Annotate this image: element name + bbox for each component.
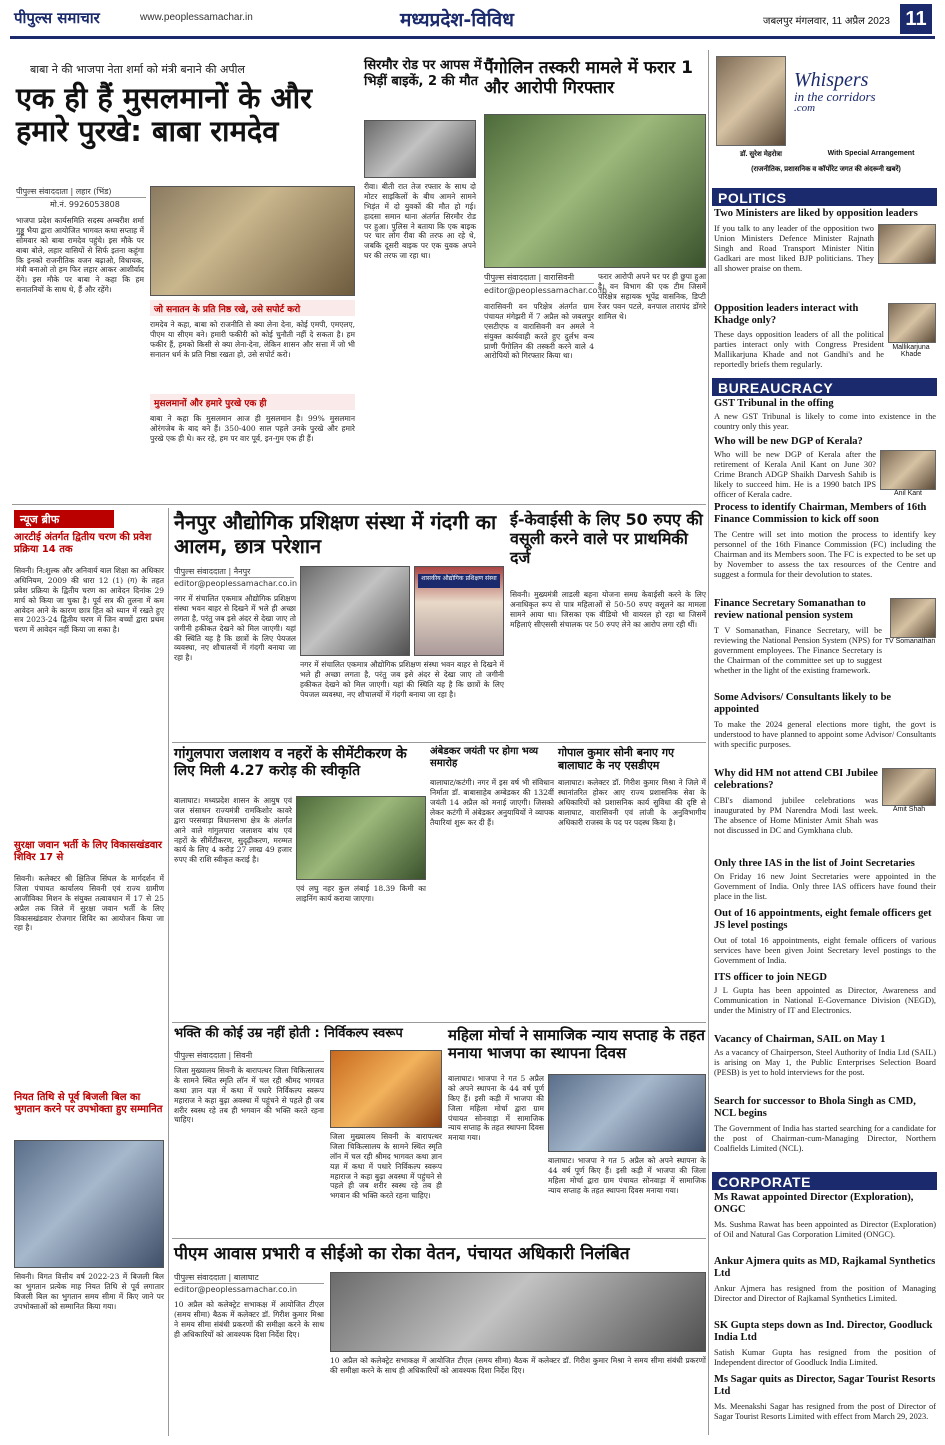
- brief-body: सिवनी। विगत वित्तीय वर्ष 2022-23 में बिजली बिल का भुगतान प्रत्येक माह नियत तिथि से पूर्व लगातार बिजली बिल का भुगतान समय सीमा में किए जाने पर उपभोक्ताओं को सम्मानित किया गया।: [14, 1272, 164, 1311]
- bureaucracy-item-body: Who will be new DGP of Kerala after the retirement of Kerala Anil Kant on June 30? Crime Branch ADGP Shaikh Darvesh Sahib is likely to succeed him. He is a 1990 batch IPS officer of Kerala cadre.: [714, 450, 876, 500]
- bureaucracy-section-header: BUREAUCRACY: [712, 378, 937, 396]
- nainpur-byline: पीपुल्स संवाददाता | नैनपुर: [174, 566, 294, 578]
- sirmour-body: रीवा। बीती रात तेज रफ्तार के साथ दो मोटर साइकिलों के बीच आमने सामने भिड़ंत में दो युवकों की मौत हो गई। हादसा समान थाना अंतर्गत सिरमौर रोड पर हुआ। पुलिस ने बताया कि एक बाइक पर चार लोग रीवा की तरफ आ रहे थे, जबकि दूसरी बाइक पर एक युवक अपने घर की तरफ जा रहा था।: [364, 182, 476, 261]
- lead-headline: एक ही हैं मुसलमानों के और हमारे पुरखे: बाबा रामदेव: [16, 81, 312, 149]
- bureaucracy-item-title: ITS officer to join NEGD: [714, 972, 827, 983]
- lead-quote2-body: बाबा ने कहा कि मुसलमान आज ही मुसलमान है। 99% मुसलमान ओरंगजेब के बाद बने हैं। 350-400 साल पहले उनके पुरखे और हमारे पुरखे एक ही थे। कर रहे, हम पर वार पूर्व, इन-गुम एक ही हैं।: [150, 414, 355, 443]
- mahila-body-cont: बालाघाट। भाजपा ने गत 5 अप्रैल को अपने स्थापना के 44 वर्ष पूर्ण किए हैं। इसी कड़ी में भाजपा की जिला महिला मोर्चा द्वारा ग्राम पंचायत सोनवाड़ा में सामाजिक न्याय सप्ताह के तहत स्थापना दिवस मनाया गया।: [548, 1156, 706, 1195]
- mahila-headline: महिला मोर्चा ने सामाजिक न्याय सप्ताह के तहत मनाया भाजपा का स्थापना दिवस: [448, 1026, 705, 1062]
- brief-body: सिवनी। कलेक्टर श्री क्षितिज सिंघल के मार्गदर्शन में जिला पंचायत कार्यालय सिवनी एवं राज्य ग्रामीण आजीविका मिशन के संयुक्त तत्वावधान में 17 से 25 अप्रैल तक जिले में सुरक्षा जवान भर्ती के लिए विकासखंडवार रोजगार शिविर का आयोजन किया जा रहा है।: [14, 874, 164, 933]
- politics-item-title: Two Ministers are liked by opposition leaders: [714, 208, 918, 219]
- nainpur-body: नगर में संचालित एकमात्र औद्योगिक प्रशिक्षण संस्था भवन बाहर से दिखने में भले ही अच्छा लगता है, परंतु जब इसे अंदर से देखा जाए तो जगीनी हकीकत देखने को मिल जाएगी। यहां की स्थिति यह है कि छात्रों के लिए पेयजल व्यवस्था, नए शौचालयों में गंदगी बनाया जा रहा है।: [174, 594, 296, 663]
- lead-kicker: बाबा ने की भाजपा नेता शर्मा को मंत्री बनाने की अपील: [30, 63, 245, 76]
- anil-kant-photo: [880, 450, 936, 490]
- lead-quote2-title: मुसलमानों और हमारे पुरखे एक ही: [150, 394, 355, 410]
- gangulpara-body: बालाघाट। मध्यप्रदेश शासन के आयुष एवं जल संसाधन राज्यमंत्री रामकिशोर कावरे द्वारा परसवाड़ा विधानसभा क्षेत्र के अंतर्गत आने वाले गांगुलपारा जलाशय बांध एवं नहरों के सीमेंटीकरण, सुदृढ़ीकरण, मरम्मत कार्य के लिए 4 करोड़ 27 लाख 49 हजार रुपए की राशि स्वीकृत कराई है।: [174, 796, 292, 865]
- lead-quote1-body: रामदेव ने कहा, बाबा को राजनीति से क्या लेना देना, कोई एमपी, एमएलए, पीएम या सीएम बने। हमारी फकीरी को कोई चुनौती नहीं दे सकता है। हम फकीर हैं, हमको किसी से क्या लेना-देना, लेकिन शासन और सत्ता में जो भी सनातन धर्म के प्रति निष्ठा रखता हो, उसे सपोर्ट करो।: [150, 320, 355, 359]
- brief-title: नियत तिथि से पूर्व बिजली बिल का भुगतान करने पर उपभोक्ता हुए सम्मानित: [14, 1092, 163, 1115]
- brief-title: सुरक्षा जवान भर्ती के लिए विकासखंडवार शिविर 17 से: [14, 840, 162, 863]
- mahila-body: बालाघाट। भाजपा ने गत 5 अप्रैल को अपने स्थापना के 44 वर्ष पूर्ण किए हैं। इसी कड़ी में भाजपा की जिला महिला मोर्चा द्वारा ग्राम पंचायत सोनवाड़ा में सामाजिक न्याय सप्ताह के तहत स्थापना दिवस मनाया गया।: [448, 1074, 544, 1143]
- whispers-subtitle: in the corridors: [794, 89, 876, 104]
- politics-item-body: These days opposition leaders of all the political parties interact only with Congress President Mallikarjuna Khade and not Gandhi's and he reportedly briefs them regularly.: [714, 330, 884, 370]
- whispers-url: .com: [794, 102, 816, 114]
- nainpur-body: नगर में संचालित एकमात्र औद्योगिक प्रशिक्षण संस्था भवन बाहर से दिखने में भले ही अच्छा लगता है, परंतु जब इसे अंदर से देखा जाए तो जगीनी हकीकत देखने को मिल जाएगी। यहां की स्थिति यह है कि छात्रों के लिए पेयजल व्यवस्था, नए शौचालयों में गंदगी बनाया जा रहा है।: [300, 660, 504, 699]
- amit-shah-caption: Amit Shah: [892, 806, 926, 813]
- sirmour-photo: [364, 120, 476, 178]
- bureaucracy-item-title: Vacancy of Chairman, SAIL on May 1: [714, 1034, 886, 1045]
- gangulpara-photo: [296, 796, 426, 880]
- bureaucracy-item-title: Only three IAS in the list of Joint Secretaries: [714, 858, 915, 869]
- bureaucracy-item-body: A new GST Tribunal is likely to come into existence in the country only this year.: [714, 412, 936, 432]
- corporate-section-header: CORPORATE: [712, 1172, 937, 1190]
- ambedkar-headline: अंबेडकर जयंती पर होगा भव्य समारोह: [430, 746, 539, 769]
- brief-body: सिवनी। नि:शुल्क और अनिवार्य बाल शिक्षा का अधिकार अधिनियम, 2009 की धारा 12 (1) (ग) के तहत प्रवेश प्रक्रिया के द्वितीय चरण का आवेदन दिनांक 29 मार्च को किया जा चुका है। पूर्व सत्र की तुलना में कम आवेदन आने के कारण छात्र हित को ध्यान में रखते हुए सत्र 2023-24 द्वितीय चरण में जिन बच्चों द्वारा प्रथम चरण में आवेदन नहीं किया जा सका है।: [14, 566, 164, 635]
- whispers-tagline: (राजनीतिक, प्रशासनिक व कॉर्पोरेट जगत की अंदरूनी खबरें): [751, 166, 901, 173]
- masthead-brand: पीपुल्स समाचार: [14, 9, 100, 27]
- nainpur-sign: शासकीय औद्योगिक प्रशिक्षण संस्था: [418, 574, 500, 588]
- bureaucracy-item-body: To make the 2024 general elections more tight, the govt is understood to have planned to appoint some Advisor/ Consultants with specific purposes.: [714, 720, 936, 750]
- row-divider: [172, 1022, 706, 1023]
- pm-awas-email: editor@peoplessamachar.co.in: [174, 1285, 298, 1294]
- column-divider: [708, 50, 709, 1435]
- somanathan-caption: TV Somanathan: [884, 638, 936, 645]
- news-brief-tab: न्यूज ब्रीफ: [14, 510, 114, 528]
- corporate-item-body: Ms. Sushma Rawat has been appointed as Director (Exploration) of Oil and Natural Gas Corporation Limited (ONGC).: [714, 1220, 936, 1240]
- pangolin-body: वारासिवनी वन परिक्षेत्र अंतर्गत ग्राम पंचायत मंगेझरी में 7 अप्रैल को जबलपुर एसटीएफ व वारासिवनी वन अमले ने संयुक्त कार्यवाही करते हुए दुर्लभ वन्य प्राणी पैंगोलिन की तस्करी करने वाले 4 आरोपियों को गिरफ्तार किया था।: [484, 302, 594, 361]
- nainpur-photo-toilet: [300, 566, 410, 656]
- corporate-item-body: Satish Kumar Gupta has resigned from the position of Independent director of Goodluck India Limited.: [714, 1348, 936, 1368]
- section-title: मध्यप्रदेश-विविध: [400, 9, 514, 31]
- brief-photo: [14, 1140, 164, 1268]
- nainpur-headline: नैनपुर औद्योगिक प्रशिक्षण संस्था में गंदगी का आलम, छात्र परेशान: [174, 510, 497, 558]
- khade-caption: Mallikarjuna Khade: [892, 344, 930, 358]
- amit-shah-photo: [882, 768, 936, 806]
- lead-byline: पीपुल्स संवाददाता | लहार (भिंड): [16, 186, 146, 198]
- masthead-rule: [10, 36, 935, 39]
- bureaucracy-item-title: Finance Secretary Somanathan to review national pension system: [714, 598, 866, 622]
- corporate-item-title: Ms Sagar quits as Director, Sagar Tourist Resorts Ltd: [714, 1374, 936, 1398]
- bureaucracy-item-body: On Friday 16 new Joint Secretaries were appointed in the Government of India. Only three IAS officers have found their place in the list.: [714, 872, 936, 902]
- gangulpara-caption: एवं लघु नहर कुल लंबाई 18.39 किमी का लाइनिंग कार्य कराया जाएगा।: [296, 884, 426, 903]
- bureaucracy-item-body: The Government of India has started searching for a candidate for the post of Chairman-cum-Managing Director, Northern Coalfields Limited (NCL).: [714, 1124, 936, 1154]
- brief-title: आरटीई अंतर्गत द्वितीय चरण की प्रवेश प्रक्रिया 14 तक: [14, 532, 152, 555]
- lead-photo: [150, 186, 355, 296]
- bhakti-body-cont: जिला मुख्यालय सिवनी के बारापत्थर जिला चिकित्सालय के सामने स्थित स्मृति लॉन में चल रही श्रीमद भागवत कथा ज्ञान यज्ञ में कथा में पधारे निर्विकल्प स्वरूप महाराज ने कहा बुढ़ा अवस्था में पहुंचने से पहले ही जब शरीर स्वस्थ रहे तब ही भगवान की भक्ति करते रहना चाहिए।: [330, 1132, 442, 1201]
- bhakti-byline: पीपुल्स संवाददाता | सिवनी: [174, 1050, 324, 1062]
- pm-awas-photo: [330, 1272, 706, 1352]
- masthead-url[interactable]: www.peoplessamachar.in: [140, 12, 253, 23]
- bureaucracy-item-body: The Centre will set into motion the process to identify key personnel of the 16th Finance Commission (FC) including the Chairman and its Members soon. The FC is expected to be set up by November to assess the tax resources of the Centre and suggest a formula for their devolution to states.: [714, 530, 936, 580]
- mahila-photo: [548, 1074, 706, 1152]
- gangulpara-headline: गांगुलपारा जलाशय व नहरों के सीमेंटीकरण के लिए मिली 4.27 करोड़ की स्वीकृति: [174, 746, 407, 779]
- bhakti-photo: [330, 1050, 442, 1128]
- lead-body: भाजपा प्रदेश कार्यसमिति सदस्य अम्बरीश शर्मा गुड्डू भैया द्वारा आयोजित भागवत कथा सप्ताह में सोमवार को बाबा रामदेव पहुंचे। इस मौके पर बाबा बोले, लहार वासियों से सिर्फ इतना कहूंगा कि इनको राजनीतिक वजन बढ़ाओ, विधायक, मंत्री बनाओ तो हम फिर लहार आकर आशीर्वाद देंगे। इस मौके पर बाबा ने कहा कि हम सनातनियों के साथ थे, हैं और रहेंगे।: [16, 216, 144, 295]
- bureaucracy-item-title: Search for successor to Bhola Singh as CMD, NCL begins: [714, 1096, 916, 1120]
- row-divider: [172, 1238, 706, 1239]
- gopal-body: बालाघाट। कलेक्टर डॉ. गिरीश कुमार मिश्रा ने जिले में स्थानांतरित होकर आए राज्य प्रशासनिक सेवा के अधिकारियों को प्रशासनिक कार्य सुविधा की दृष्टि से बालाघाट, वारासिवनी एवं लांजी के अनुविभागीय अधिकारी राजस्व के पद पर पदस्थ किया है।: [558, 778, 706, 827]
- dateline: जबलपुर मंगलवार, 11 अप्रैल 2023: [763, 16, 890, 27]
- pm-awas-headline: पीएम आवास प्रभारी व सीईओ का रोका वेतन, पंचायत अधिकारी निलंबित: [174, 1244, 630, 1264]
- corporate-item-title: SK Gupta steps down as Ind. Director, Goodluck India Ltd: [714, 1320, 933, 1344]
- lead-quote1-title: जो सनातन के प्रति निष्ठ रखे, उसे सपोर्ट करो: [150, 300, 355, 316]
- whispers-author: डॉ. सुरेश मेहरोत्रा: [739, 151, 782, 158]
- somanathan-photo: [890, 598, 936, 638]
- corporate-item-title: Ankur Ajmera quits as MD, Rajkamal Synthetics Ltd: [714, 1256, 936, 1280]
- row-divider: [12, 504, 706, 505]
- pm-awas-body-cont: 10 अप्रैल को कलेक्ट्रेट सभाकक्ष में आयोजित टीएल (समय सीमा) बैठक में कलेक्टर डॉ. गिरीश कुमार मिश्रा ने समय सीमा संबंधी प्रकरणों की समीक्षा करने के साथ ही अधिकारियों को आवश्यक दिशा निर्देश दिए।: [330, 1356, 706, 1375]
- brief-divider: [168, 508, 169, 1436]
- sirmour-headline: सिरमौर रोड पर आपस में भिड़ीं बाइकें, 2 की मौत: [364, 58, 482, 89]
- pangolin-byline: पीपुल्स संवाददाता | वारासिवनी: [484, 272, 594, 284]
- bureaucracy-item-title: GST Tribunal in the offing: [714, 398, 834, 409]
- gopal-headline: गोपाल कुमार सोनी बनाए गए बालाघाट के नए एसडीएम: [558, 746, 675, 773]
- politics-item-title: Opposition leaders interact with Khadge only?: [714, 303, 859, 327]
- bhakti-headline: भक्ति की कोई उम्र नहीं होती : निर्विकल्प स्वरूप: [174, 1026, 403, 1041]
- corporate-item-body: Ankur Ajmera has resigned from the position of Managing Director and Director of Rajkamal Synthetics Limited.: [714, 1284, 936, 1304]
- author-photo: [716, 56, 786, 146]
- pangolin-photo: [484, 114, 706, 268]
- khade-photo: [888, 303, 936, 343]
- pangolin-email: editor@peoplessamachar.co.in: [484, 286, 608, 295]
- whispers-logo: [794, 70, 934, 130]
- corporate-item-body: Ms. Meenakshi Sagar has resigned from the post of Director of Sagar Tourist Resorts Limited with effect from March 29, 2023.: [714, 1402, 936, 1422]
- ekyc-body: सिवनी। मुख्यमंत्री लाडली बहना योजना समग्र केवाईसी करने के लिए अनाधिकृत रूप से पात्र महिलाओं से 50-50 रुपए वसूलने का मामला सामने आया था। जिसका एक वीडियो भी वायरल हो रहा था जिसमें महिलाएं सीएससी संचालक पर 50 रुपए लेने का आरोप लगा रही थीं।: [510, 590, 706, 629]
- whispers-title: Whispers: [794, 69, 869, 91]
- politics-section-header: POLITICS: [712, 188, 937, 206]
- lead-mobile: मो.नं. 9926053808: [50, 200, 120, 209]
- politics-photo: [878, 224, 936, 264]
- anil-kant-caption: Anil Kant: [893, 490, 923, 497]
- politics-item-body: If you talk to any leader of the opposition two Union Ministers Defence Minister Rajnath Singh and Road Transport Minister Nitin Gadkari are most liked BJP politicians. They all shower praise on them.: [714, 224, 874, 274]
- pm-awas-byline: पीपुल्स संवाददाता | बालाघाट: [174, 1272, 324, 1284]
- ekyc-headline: ई-केवाईसी के लिए 50 रुपए की वसूली करने वाले पर प्राथमिकी दर्ज: [510, 510, 703, 568]
- corporate-item-title: Ms Rawat appointed Director (Exploration), ONGC: [714, 1192, 914, 1216]
- bhakti-body: जिला मुख्यालय सिवनी के बारापत्थर जिला चिकित्सालय के सामने स्थित स्मृति लॉन में चल रही श्रीमद भागवत कथा ज्ञान यज्ञ में कथा में पधारे निर्विकल्प स्वरूप महाराज ने कहा बुढ़ा अवस्था में पहुंचने से पहले ही जब शरीर स्वस्थ रहे तब ही भगवान की भक्ति करते रहना चाहिए।: [174, 1066, 324, 1125]
- bureaucracy-item-title: Why did HM not attend CBI Jubilee celebrations?: [714, 768, 878, 792]
- nainpur-email: editor@peoplessamachar.co.in: [174, 579, 298, 588]
- ambedkar-body: बालाघाट/कटंगी। नगर में इस वर्ष भी संविधान निर्माता डॉ. बाबासाहेब अम्बेडकर की 132वीं जयंती 14 अप्रैल को मनाई जाएगी। जिसको लेकर कटंगी में अंबेडकर अनुयायियों ने व्यापक तैयारियां शुरू कर दी हैं।: [430, 778, 554, 827]
- pm-awas-body: 10 अप्रैल को कलेक्ट्रेट सभाकक्ष में आयोजित टीएल (समय सीमा) बैठक में कलेक्टर डॉ. गिरीश कुमार मिश्रा ने समय सीमा संबंधी प्रकरणों की समीक्षा करने के साथ ही अधिकारियों को आवश्यक दिशा निर्देश दिए।: [174, 1300, 324, 1339]
- whispers-arrangement: With Special Arrangement: [827, 150, 915, 157]
- bureaucracy-item-body: As a vacancy of Chairperson, Steel Authority of India Ltd (SAIL) is arising on May 1, the Public Enterprises Selection Board (PESB) is yet to hold interviews for the post.: [714, 1048, 936, 1078]
- bureaucracy-item-body: CBI's diamond jubilee celebrations was inaugurated by PM Narendra Modi last week. The absence of Home Minister Amit Shah was not discussed in DC and Gymkhana club.: [714, 796, 878, 836]
- bureaucracy-item-body: T V Somanathan, Finance Secretary, will be reviewing the National Pension System (NPS) for government employees. The Finance Secretary is the Chairman of the committee set up to suggest whether in the light of the existing framework.: [714, 626, 882, 676]
- bureaucracy-item-title: Some Advisors/ Consultants likely to be appointed: [714, 692, 892, 716]
- pangolin-headline: पैंगोलिन तस्करी मामले में फरार 1 और आरोपी गिरफ्तार: [484, 58, 693, 99]
- bureaucracy-item-title: Process to identify Chairman, Members of 16th Finance Commission to kick off soon: [714, 502, 927, 526]
- pangolin-body2: फरार आरोपी अपने घर पर ही छुपा हुआ है। वन विभाग की एक टीम जिसमें परिक्षेत्र सहायक भूपेंद्र वासनिक, डिप्टी रेंजर पवन पटले, वनपाल तारापंद डोंगरे शामिल थे।: [598, 272, 706, 321]
- page-number: 11: [900, 4, 932, 34]
- row-divider: [172, 742, 706, 743]
- bureaucracy-item-body: Out of total 16 appointments, eight female officers of various services have been given Joint Secretary level postings to the Government of India.: [714, 936, 936, 966]
- bureaucracy-item-title: Out of 16 appointments, eight female officers get JS level postings: [714, 908, 932, 932]
- bureaucracy-item-body: J L Gupta has been appointed as Director, Awareness and Communication in National E-Governance Division (NEGD), under the Ministry of IT and Electronics.: [714, 986, 936, 1016]
- bureaucracy-item-title: Who will be new DGP of Kerala?: [714, 436, 863, 447]
